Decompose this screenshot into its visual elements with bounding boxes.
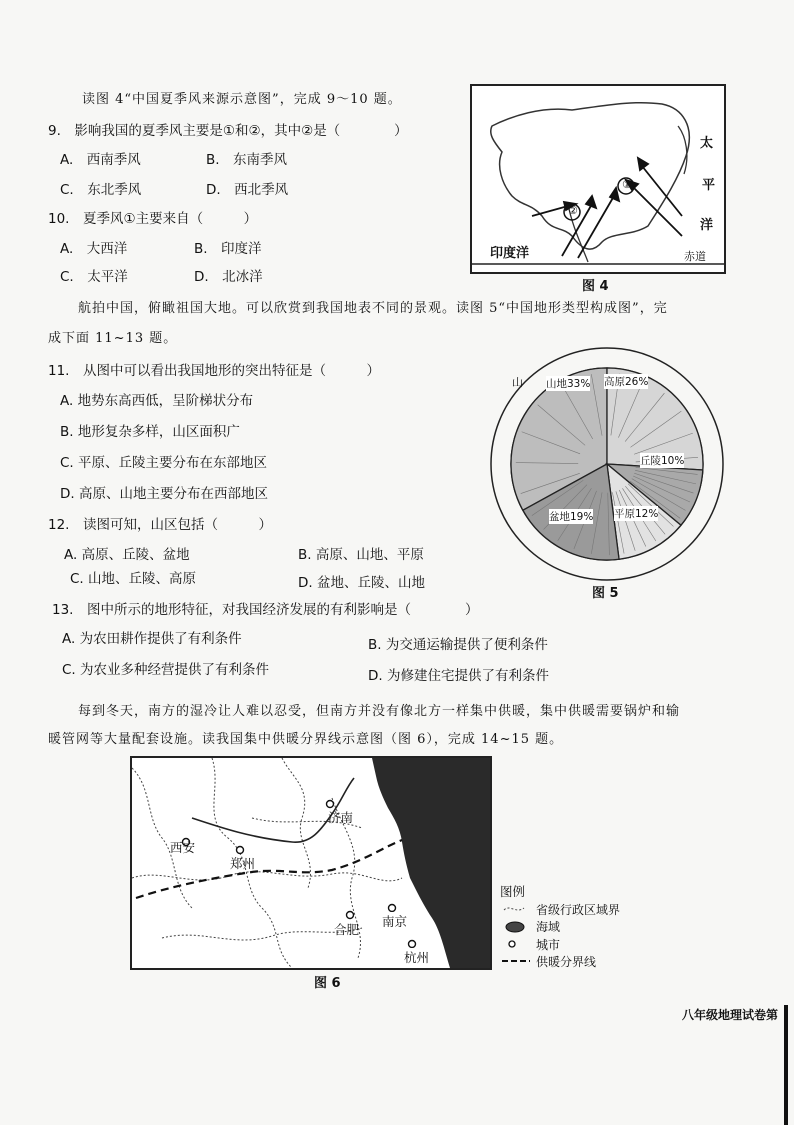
q12-stem: 12. 读图可知，山区包括（ ） <box>48 517 272 533</box>
fig4-label-equator: 赤道 <box>684 250 706 263</box>
fig4-label-2: ② <box>568 204 578 217</box>
city-marker-hangzhou <box>409 941 416 948</box>
fig5-label-basin: 盆地19% <box>549 511 594 523</box>
q10-stem: 10. 夏季风①主要来自（ ） <box>48 211 258 227</box>
q12-option-d: D. 盆地、丘陵、山地 <box>298 575 425 591</box>
fig4-label-tai: 太 <box>700 136 714 151</box>
province-boundaries <box>132 758 402 968</box>
city-marker-zhengzhou <box>237 847 244 854</box>
q9-stem: 9. 影响我国的夏季风主要是①和②，其中②是（ ） <box>48 123 408 139</box>
q10-option-a: A. 大西洋 <box>60 241 128 257</box>
figure-4-summer-monsoon-map <box>470 84 726 274</box>
q9-option-d: D. 西北季风 <box>206 182 289 198</box>
city-marker-hefei <box>347 912 354 919</box>
q12-option-a: A. 高原、丘陵、盆地 <box>64 547 190 563</box>
city-label-zhengzhou: 郑州 <box>230 856 256 871</box>
section3-intro-line2: 暖管网等大量配套设施。读我国集中供暖分界线示意图（图 6），完成 14~15 题。 <box>48 732 564 747</box>
fig4-label-1: ① <box>622 178 632 191</box>
city-label-nanjing: 南京 <box>382 914 408 929</box>
fig5-label-plateau: 高原26% <box>604 376 649 388</box>
fig4-label-ping: 平 <box>702 178 716 193</box>
city-label-xian: 西安 <box>170 840 196 855</box>
section1-intro: 读图 4“中国夏季风来源示意图”，完成 9～10 题。 <box>82 92 402 107</box>
city-marker-nanjing <box>389 905 396 912</box>
fig5-side-label: 山 <box>512 376 523 389</box>
footer-paper-title: 八年级地理试卷第 <box>682 1008 779 1022</box>
q13-option-b: B. 为交通运输提供了便利条件 <box>368 637 548 653</box>
fig5-label-hills: 丘陵10% <box>640 455 685 467</box>
legend-item-heating-line: 供暖分界线 <box>536 955 597 969</box>
section3-intro-line1: 每到冬天，南方的湿冷让人难以忍受，但南方并没有像北方一样集中供暖，集中供暖需要锅炉和输 <box>78 704 681 719</box>
legend-item-sea: 海域 <box>536 920 561 934</box>
q12-option-b: B. 高原、山地、平原 <box>298 547 424 563</box>
legend-item-boundary: 省级行政区域界 <box>536 903 621 917</box>
q13-option-c: C. 为农业多种经营提供了有利条件 <box>62 662 270 678</box>
q11-option-a: A. 地势东高西低，呈阶梯状分布 <box>60 393 254 409</box>
city-label-hefei: 合肥 <box>334 922 360 937</box>
page-binding-edge <box>784 1005 788 1125</box>
q9-option-b: B. 东南季风 <box>206 152 288 168</box>
figure-5-caption: 图 5 <box>592 586 619 601</box>
figure-6-caption: 图 6 <box>314 976 341 991</box>
q13-option-d: D. 为修建住宅提供了有利条件 <box>368 668 549 684</box>
city-marker-jinan <box>327 801 334 808</box>
q11-stem: 11. 从图中可以看出我国地形的突出特征是（ ） <box>48 363 380 379</box>
figure-4-caption: 图 4 <box>582 279 609 294</box>
section2-intro-line1: 航拍中国，俯瞰祖国大地。可以欣赏到我国地表不同的景观。读图 5“中国地形类型构成图”，完 <box>78 301 668 316</box>
q11-option-b: B. 地形复杂多样，山区面积广 <box>60 424 240 440</box>
city-label-jinan: 济南 <box>328 810 354 825</box>
section2-intro-line2: 成下面 11~13 题。 <box>48 331 178 346</box>
asia-outline <box>491 103 690 249</box>
fig4-label-indian-ocean: 印度洋 <box>490 246 530 261</box>
legend-symbols <box>502 902 530 972</box>
q10-option-d: D. 北冰洋 <box>194 269 263 285</box>
sea-area <box>372 758 490 968</box>
q11-option-c: C. 平原、丘陵主要分布在东部地区 <box>60 455 268 471</box>
fig5-label-mountain: 山地33% <box>546 378 591 390</box>
legend-title: 图例 <box>500 884 526 899</box>
q13-stem: 13. 图中所示的地形特征，对我国经济发展的有利影响是（ ） <box>52 602 479 618</box>
q11-option-d: D. 高原、山地主要分布在西部地区 <box>60 486 268 502</box>
figure-6-heating-map <box>130 756 492 970</box>
legend-item-city: 城市 <box>536 938 561 952</box>
q12-option-c: C. 山地、丘陵、高原 <box>70 571 197 587</box>
q9-option-c: C. 东北季风 <box>60 182 142 198</box>
q10-option-b: B. 印度洋 <box>194 241 262 257</box>
city-label-hangzhou: 杭州 <box>404 950 430 965</box>
legend-boundary-symbol <box>504 908 524 910</box>
fig4-label-yang: 洋 <box>700 218 714 233</box>
legend-sea-symbol <box>506 922 524 932</box>
legend-city-symbol <box>509 941 515 947</box>
fig5-label-plain: 平原12% <box>614 508 659 520</box>
q9-option-a: A. 西南季风 <box>60 152 141 168</box>
city-markers <box>183 801 416 948</box>
q10-option-c: C. 太平洋 <box>60 269 128 285</box>
figure-6-drawing <box>132 758 490 968</box>
q13-option-a: A. 为农田耕作提供了有利条件 <box>62 631 242 647</box>
